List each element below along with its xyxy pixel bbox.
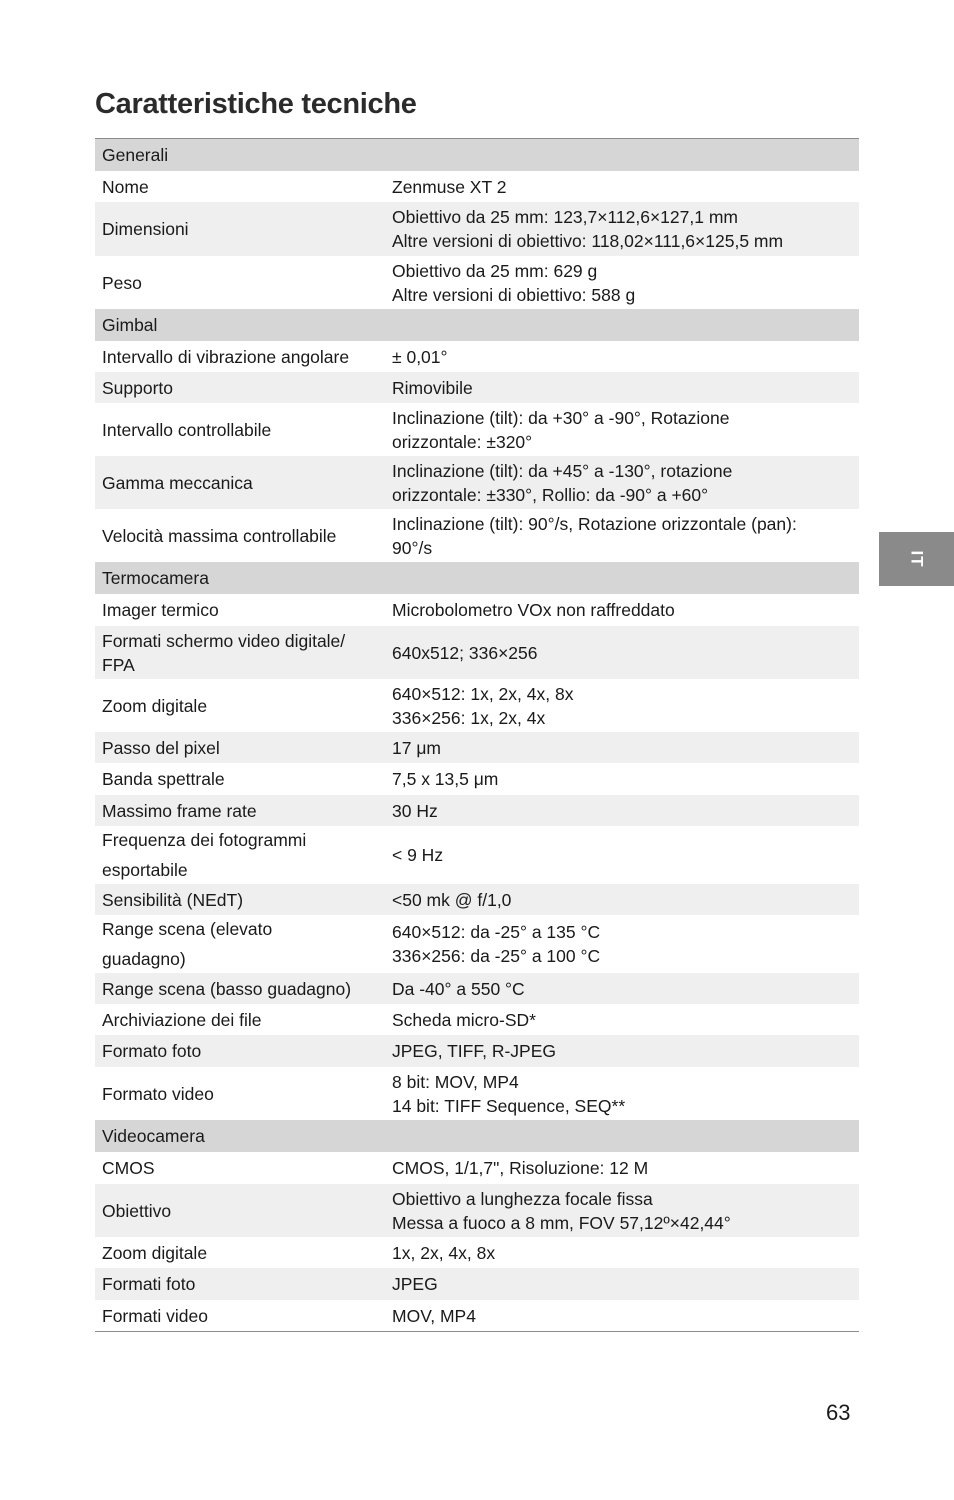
- spec-label-line: FPA: [102, 654, 135, 675]
- spec-value: [392, 1039, 859, 1063]
- table-row: [95, 973, 859, 1004]
- spec-label: [95, 799, 392, 823]
- spec-value: [392, 376, 859, 400]
- spec-value-line: Zenmuse XT 2: [392, 176, 507, 197]
- spec-label: [95, 1199, 392, 1223]
- spec-value-line: Microbolometro VOx non raffreddato: [392, 600, 675, 620]
- spec-label-line: Formati video: [102, 1305, 209, 1326]
- spec-label-line: Formati foto: [102, 1274, 196, 1294]
- spec-value: [392, 175, 859, 199]
- spec-value-line: CMOS, 1/1,7", Risoluzione: 12 M: [392, 1158, 649, 1178]
- spec-value-line: 336×256: 1x, 2x, 4x: [392, 707, 546, 728]
- spec-label: [95, 471, 392, 495]
- spec-value: [392, 205, 859, 253]
- spec-value: [392, 799, 859, 823]
- spec-value: [392, 598, 859, 622]
- spec-label: [95, 1008, 392, 1032]
- section-header: Videocamera: [95, 1120, 859, 1152]
- spec-value-line: Altre versioni di obiettivo: 588 g: [392, 284, 636, 305]
- spec-value-line: 90°/s: [392, 537, 433, 558]
- page-title: Caratteristiche tecniche: [95, 88, 417, 120]
- spec-label-line: Zoom digitale: [102, 695, 208, 716]
- spec-value: [392, 1070, 859, 1118]
- spec-label-line: Peso: [102, 272, 142, 293]
- spec-label: [95, 977, 392, 1001]
- spec-label-line: Massimo frame rate: [102, 800, 257, 821]
- spec-value-line: Messa a fuoco a 8 mm, FOV 57,12º×42,44°: [392, 1212, 731, 1233]
- spec-value: [392, 888, 859, 912]
- spec-value-line: ± 0,01°: [392, 346, 448, 367]
- spec-label: [95, 767, 392, 791]
- spec-label: [95, 345, 392, 369]
- table-row: [95, 509, 859, 562]
- spec-label: [95, 629, 392, 677]
- table-row: [95, 795, 859, 826]
- language-tab: [879, 532, 954, 586]
- spec-value-line: orizzontale: ±320°: [392, 431, 533, 452]
- spec-label: [95, 1272, 392, 1296]
- spec-value-line: Inclinazione (tilt): da +30° a -90°, Rotazione: [392, 407, 730, 428]
- spec-table: [95, 138, 859, 1332]
- spec-label-line: Obiettivo: [102, 1200, 172, 1221]
- spec-label: [95, 1304, 392, 1328]
- spec-label-line: Banda spettrale: [102, 769, 225, 789]
- table-row: [95, 403, 859, 456]
- spec-label-line: Formato video: [102, 1083, 214, 1104]
- spec-value: [392, 512, 859, 560]
- spec-value-line: 8 bit: MOV, MP4: [392, 1071, 519, 1092]
- table-row: [95, 1067, 859, 1120]
- spec-value-line: 7,5 x 13,5 μm: [392, 769, 499, 789]
- spec-label-line: CMOS: [102, 1158, 155, 1178]
- spec-value-line: < 9 Hz: [392, 845, 444, 865]
- spec-value: [392, 641, 859, 665]
- spec-value: [392, 345, 859, 369]
- table-row: [95, 1268, 859, 1300]
- spec-value-line: Inclinazione (tilt): da +45° a -130°, rotazione: [392, 460, 733, 481]
- spec-value: [392, 259, 859, 307]
- spec-value-line: Da -40° a 550 °C: [392, 978, 525, 999]
- spec-value-line: Obiettivo da 25 mm: 629 g: [392, 260, 598, 281]
- spec-value-line: MOV, MP4: [392, 1305, 476, 1326]
- spec-value: [392, 843, 859, 867]
- table-row: [95, 1035, 859, 1067]
- spec-value: [392, 1008, 859, 1032]
- spec-label-line: Intervallo di vibrazione angolare: [102, 346, 350, 367]
- table-row: [95, 884, 859, 915]
- table-row: [95, 1237, 859, 1268]
- table-row: [95, 594, 859, 626]
- spec-label: [95, 1241, 392, 1265]
- spec-label-line: Supporto: [102, 377, 174, 398]
- spec-value: [392, 682, 859, 730]
- spec-value: [392, 977, 859, 1001]
- spec-value-line: Rimovibile: [392, 377, 473, 398]
- table-row: [95, 1152, 859, 1184]
- spec-value-line: 30 Hz: [392, 800, 438, 821]
- table-row: [95, 732, 859, 763]
- spec-label: [95, 1082, 392, 1106]
- language-tab-label: IT: [907, 550, 927, 568]
- spec-label: [95, 1039, 392, 1063]
- table-row: [95, 171, 859, 202]
- spec-label: [95, 825, 392, 885]
- table-row: [95, 1004, 859, 1035]
- spec-value-line: JPEG: [392, 1274, 438, 1294]
- spec-label: [95, 1156, 392, 1180]
- spec-value-line: Altre versioni di obiettivo: 118,02×111,6×125,5 mm: [392, 231, 784, 251]
- spec-label-line: Range scena (elevato: [102, 919, 273, 939]
- section-header: Termocamera: [95, 562, 859, 594]
- spec-value-line: 17 μm: [392, 737, 441, 758]
- table-row: [95, 915, 859, 973]
- spec-value-line: 640×512: 1x, 2x, 4x, 8x: [392, 683, 574, 704]
- spec-label-line: Formati schermo video digitale/: [102, 630, 346, 651]
- spec-value: [392, 1304, 859, 1328]
- spec-value: [392, 1187, 859, 1235]
- spec-label: [95, 598, 392, 622]
- spec-value: [392, 459, 859, 507]
- spec-label-line: Imager termico: [102, 600, 219, 620]
- spec-label-line: Nome: [102, 176, 149, 197]
- spec-value-line: <50 mk @ f/1,0: [392, 889, 512, 910]
- spec-label-line: Intervallo controllabile: [102, 419, 272, 440]
- table-row: [95, 679, 859, 732]
- spec-label-line: Frequenza dei fotogrammi: [102, 830, 307, 850]
- table-row: [95, 763, 859, 795]
- spec-label: [95, 175, 392, 199]
- spec-value: [392, 767, 859, 791]
- table-row: [95, 826, 859, 884]
- spec-label-line: Range scena (basso guadagno): [102, 978, 352, 999]
- spec-value: [392, 1272, 859, 1296]
- spec-label-line: Passo del pixel: [102, 737, 220, 758]
- spec-label-line: Dimensioni: [102, 219, 189, 239]
- spec-value-line: 1x, 2x, 4x, 8x: [392, 1242, 496, 1263]
- spec-label-line: Sensibilità (NEdT): [102, 889, 244, 910]
- spec-value: [392, 736, 859, 760]
- page-number: 63: [826, 1400, 851, 1425]
- spec-value-line: JPEG, TIFF, R-JPEG: [392, 1041, 557, 1061]
- spec-label: [95, 736, 392, 760]
- spec-label: [95, 271, 392, 295]
- spec-value-line: Inclinazione (tilt): 90°/s, Rotazione orizzontale (pan):: [392, 513, 797, 534]
- spec-label-line: Archiviazione dei file: [102, 1009, 262, 1030]
- spec-value-line: 14 bit: TIFF Sequence, SEQ**: [392, 1095, 626, 1116]
- table-row: [95, 456, 859, 509]
- spec-label: [95, 217, 392, 241]
- table-row: [95, 1184, 859, 1237]
- spec-label-line: Gamma meccanica: [102, 472, 253, 493]
- spec-value-line: orizzontale: ±330°, Rollio: da -90° a +60°: [392, 484, 709, 505]
- spec-label-line: guadagno): [102, 949, 186, 969]
- table-row: [95, 372, 859, 403]
- spec-label: [95, 888, 392, 912]
- spec-value-line: Obiettivo da 25 mm: 123,7×112,6×127,1 mm: [392, 207, 738, 227]
- table-row: [95, 1300, 859, 1331]
- spec-value-line: Obiettivo a lunghezza focale fissa: [392, 1188, 653, 1209]
- spec-label-line: Velocità massima controllabile: [102, 525, 337, 546]
- spec-label-line: Zoom digitale: [102, 1242, 208, 1263]
- spec-value-line: Scheda micro-SD*: [392, 1009, 536, 1030]
- section-header: Gimbal: [95, 309, 859, 341]
- spec-value-line: 336×256: da -25° a 100 °C: [392, 946, 601, 966]
- spec-label: [95, 914, 392, 974]
- spec-label: [95, 376, 392, 400]
- spec-value-line: 640x512; 336×256: [392, 642, 538, 663]
- spec-value: [392, 1156, 859, 1180]
- spec-label: [95, 694, 392, 718]
- table-row: [95, 256, 859, 309]
- spec-label-line: Formato foto: [102, 1041, 202, 1061]
- table-row: [95, 626, 859, 679]
- spec-value: [392, 1241, 859, 1265]
- section-header: Generali: [95, 139, 859, 171]
- spec-label: [95, 524, 392, 548]
- spec-value-line: 640×512: da -25° a 135 °C: [392, 922, 601, 942]
- spec-label: [95, 418, 392, 442]
- spec-label-line: esportabile: [102, 860, 188, 880]
- table-row: [95, 202, 859, 256]
- table-row: [95, 341, 859, 372]
- spec-value: [392, 406, 859, 454]
- spec-value: [392, 920, 859, 968]
